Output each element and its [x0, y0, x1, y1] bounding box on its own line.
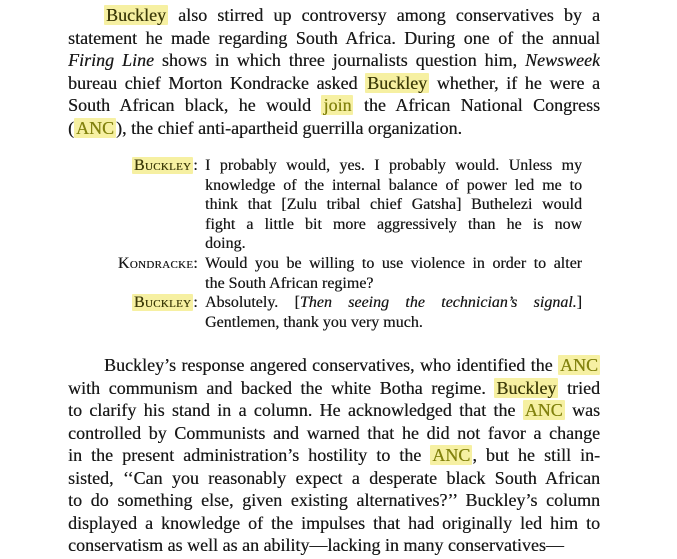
text-segment: think that [Zulu tribal chief Gatsha] Buthelezi would [205, 196, 582, 214]
text-line [68, 422, 600, 445]
dialogue-block [68, 156, 582, 332]
text-line [68, 49, 600, 72]
text-line [205, 156, 582, 176]
text-segment: Newsweek [525, 50, 600, 70]
highlighted-text: Buckley [496, 377, 557, 398]
text-segment: Gentlemen, thank you very much. [205, 313, 423, 331]
text-line [205, 234, 582, 254]
highlighted-text: ANC [432, 445, 471, 465]
text-line [205, 176, 582, 196]
highlighted-text: join [323, 95, 352, 115]
text-segment: : [193, 294, 198, 312]
highlighted-text: Buckley [133, 294, 192, 312]
highlighted-text: ANC [76, 117, 115, 138]
paragraph-1 [68, 4, 600, 139]
text-line [68, 94, 600, 117]
text-line [68, 512, 600, 535]
highlighted-text: Buckley [367, 72, 428, 93]
text-line [205, 274, 582, 294]
text-segment: shows in which three journalists question him, [153, 50, 526, 70]
text-segment: whether, if he were a [429, 72, 600, 93]
text-segment: : [193, 254, 198, 272]
text-segment: fight a little bit more aggressively than he is now [205, 215, 582, 233]
text-segment: Kondracke [117, 254, 194, 272]
text-segment: Would you be willing to use violence in order to alter [205, 254, 582, 272]
speaker-label [68, 254, 198, 274]
text-segment: Then seeing the technician’s signal. [299, 294, 577, 312]
text-line [205, 254, 582, 274]
text-segment: : [193, 157, 198, 174]
text-segment: bureau chief Morton Kondracke asked [68, 72, 366, 93]
dialogue-row [68, 156, 582, 254]
text-line [205, 215, 582, 235]
text-segment: the African National Congress [353, 95, 600, 115]
text-segment: tried [558, 377, 600, 398]
text-segment: also stirred up controversy among conservatives by a [168, 5, 600, 25]
text-line [68, 4, 600, 27]
highlighted-text: ANC [559, 355, 598, 375]
dialogue-row [68, 254, 582, 293]
text-line [68, 72, 600, 95]
text-segment: ( [68, 117, 74, 138]
text-line [68, 377, 600, 400]
text-segment: sisted, ‘‘Can you reasonably expect a desperate black South African [68, 467, 600, 488]
text-segment: ] [576, 294, 582, 312]
text-segment: , but he still in- [472, 445, 600, 465]
text-segment: controlled by Communists and warned that he did not favor a change [68, 422, 600, 443]
paragraph-2 [68, 354, 600, 557]
text-line [68, 117, 600, 140]
text-segment: Firing Line [68, 50, 154, 70]
text-line [68, 534, 600, 557]
text-segment: to do something else, given existing alternatives?’’ Buckley’s column [68, 490, 600, 510]
text-line [68, 489, 600, 512]
text-line [205, 195, 582, 215]
text-segment: with communism and backed the white Botha regime. [68, 377, 495, 398]
text-segment: ), the chief anti-apartheid guerrilla organization. [116, 117, 463, 138]
text-line [68, 27, 600, 50]
text-segment: to clarify his stand in a column. He acknowledged that the [68, 400, 523, 420]
text-line [68, 354, 600, 377]
text-line [68, 444, 600, 467]
dialogue-text [205, 254, 582, 293]
dialogue-text [205, 293, 582, 332]
dialogue-row [68, 293, 582, 332]
speaker-label [68, 293, 198, 313]
speaker-label [68, 156, 198, 176]
highlighted-text: Buckley [133, 157, 192, 174]
text-segment: the South African regime? [205, 274, 374, 292]
highlighted-text: Buckley [106, 5, 166, 25]
text-line [68, 467, 600, 490]
text-segment: in the present administration’s hostility to the [68, 445, 431, 465]
highlighted-text: ANC [524, 400, 563, 420]
dialogue-text [205, 156, 582, 254]
text-segment: Buckley’s response angered conservatives, who identified the [104, 355, 558, 375]
text-segment: doing. [205, 235, 246, 253]
text-segment: Absolutely. [ [205, 294, 300, 312]
text-segment: statement he made regarding South Africa. During one of the annual [68, 27, 600, 48]
text-segment: South African black, he would [68, 95, 322, 115]
text-line [68, 399, 600, 422]
text-segment: was [564, 400, 600, 420]
text-segment: I probably would, yes. I probably would. Unless my [205, 157, 582, 174]
text-segment: displayed a knowledge of the impulses that had originally led him to [68, 512, 600, 533]
text-line [205, 293, 582, 313]
text-line [205, 313, 582, 333]
text-segment: conservatism as well as an ability—lacking in many conservatives— [68, 535, 564, 555]
text-segment: knowledge of the internal balance of power led me to [205, 176, 582, 194]
